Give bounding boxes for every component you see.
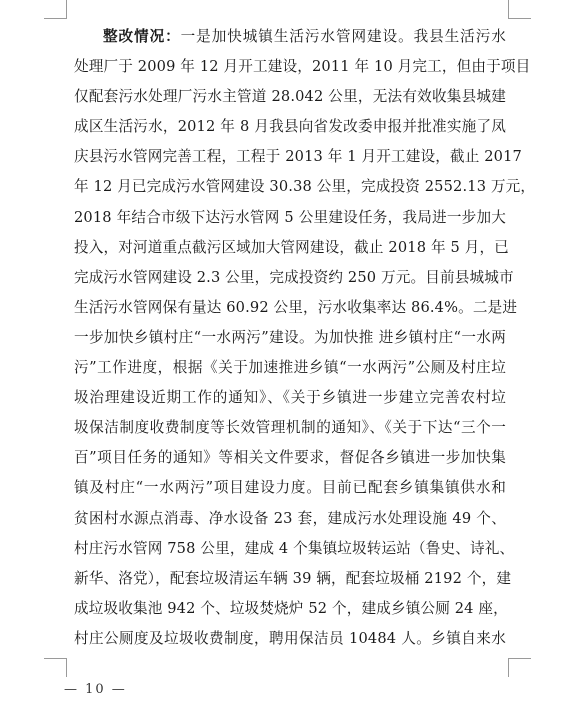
text-line: 处理厂于 2009 年 12 月开工建设，2011 年 10 月完工，但由于项目 [74, 58, 531, 76]
crop-mark-top-right [508, 0, 531, 19]
text-line: 村庄公厕度及垃圾收费制度，聘用保洁员 10484 人。乡镇自来水 [74, 629, 506, 647]
text-line: 一步加快乡镇村庄“一水两污”建设。为加快推 进乡镇村庄“一水两 [74, 328, 506, 346]
text-line: 成区生活污水，2012 年 8 月我县向省发改委申报并批准实施了凤 [74, 118, 506, 136]
crop-mark-bottom-right [508, 658, 531, 677]
text-line: 生活污水管网保有量达 60.92 公里，污水收集率达 86.4%。二是进 [74, 298, 518, 316]
body-text [74, 22, 536, 654]
text-line: 2018 年结合市级下达污水管网 5 公里建设任务，我局进一步加大 [74, 208, 506, 226]
section-heading: 整改情况： [103, 28, 181, 45]
text-line [74, 22, 506, 52]
text-line: 新华、洛党），配套垃圾清运车辆 39 辆，配套垃圾桶 2192 个，建 [74, 569, 512, 587]
crop-mark-bottom-left [44, 658, 67, 677]
text-line: 贫困村水源点消毒、净水设备 23 套，建成污水处理设施 49 个、 [74, 509, 506, 527]
text-line: 仅配套污水处理厂污水主管道 28.042 公里，无法有效收集县城建 [74, 88, 506, 106]
text-line: 村庄污水管网 758 公里，建成 4 个集镇垃圾转运站（鲁史、诗礼、 [74, 539, 515, 557]
text-line-content: 一是加快城镇生活污水管网建设。我县生活污水 [180, 28, 506, 45]
text-line: 圾保洁制度收费制度等长效管理机制的通知》、《关于下达“三个一 [74, 419, 506, 437]
text-line: 圾治理建设近期工作的通知》、《关于乡镇进一步建立完善农村垃 [74, 389, 506, 407]
text-line: 庆县污水管网完善工程，工程于 2013 年 1 月开工建设，截止 2017 [74, 148, 522, 166]
text-line: 投入，对河道重点截污区域加大管网建设，截止 2018 年 5 月，已 [74, 238, 509, 256]
text-line: 污”工作进度，根据《关于加速推进乡镇“一水两污”公厕及村庄垃 [74, 359, 506, 377]
text-line: 完成污水管网建设 2.3 公里，完成投资约 250 万元。目前县城城市 [74, 268, 514, 286]
text-line: 成垃圾收集池 942 个、垃圾焚烧炉 52 个，建成乡镇公厕 24 座， [74, 599, 508, 617]
text-line: 百”项目任务的通知》等相关文件要求，督促各乡镇进一步加快集 [74, 449, 506, 467]
crop-mark-top-left [44, 0, 67, 19]
text-line: 镇及村庄“一水两污”项目建设力度。目前已配套乡镇集镇供水和 [74, 479, 506, 497]
page-number: — 10 — [64, 682, 127, 697]
text-line: 年 12 月已完成污水管网建设 30.38 公里，完成投资 2552.13 万元， [74, 178, 536, 196]
